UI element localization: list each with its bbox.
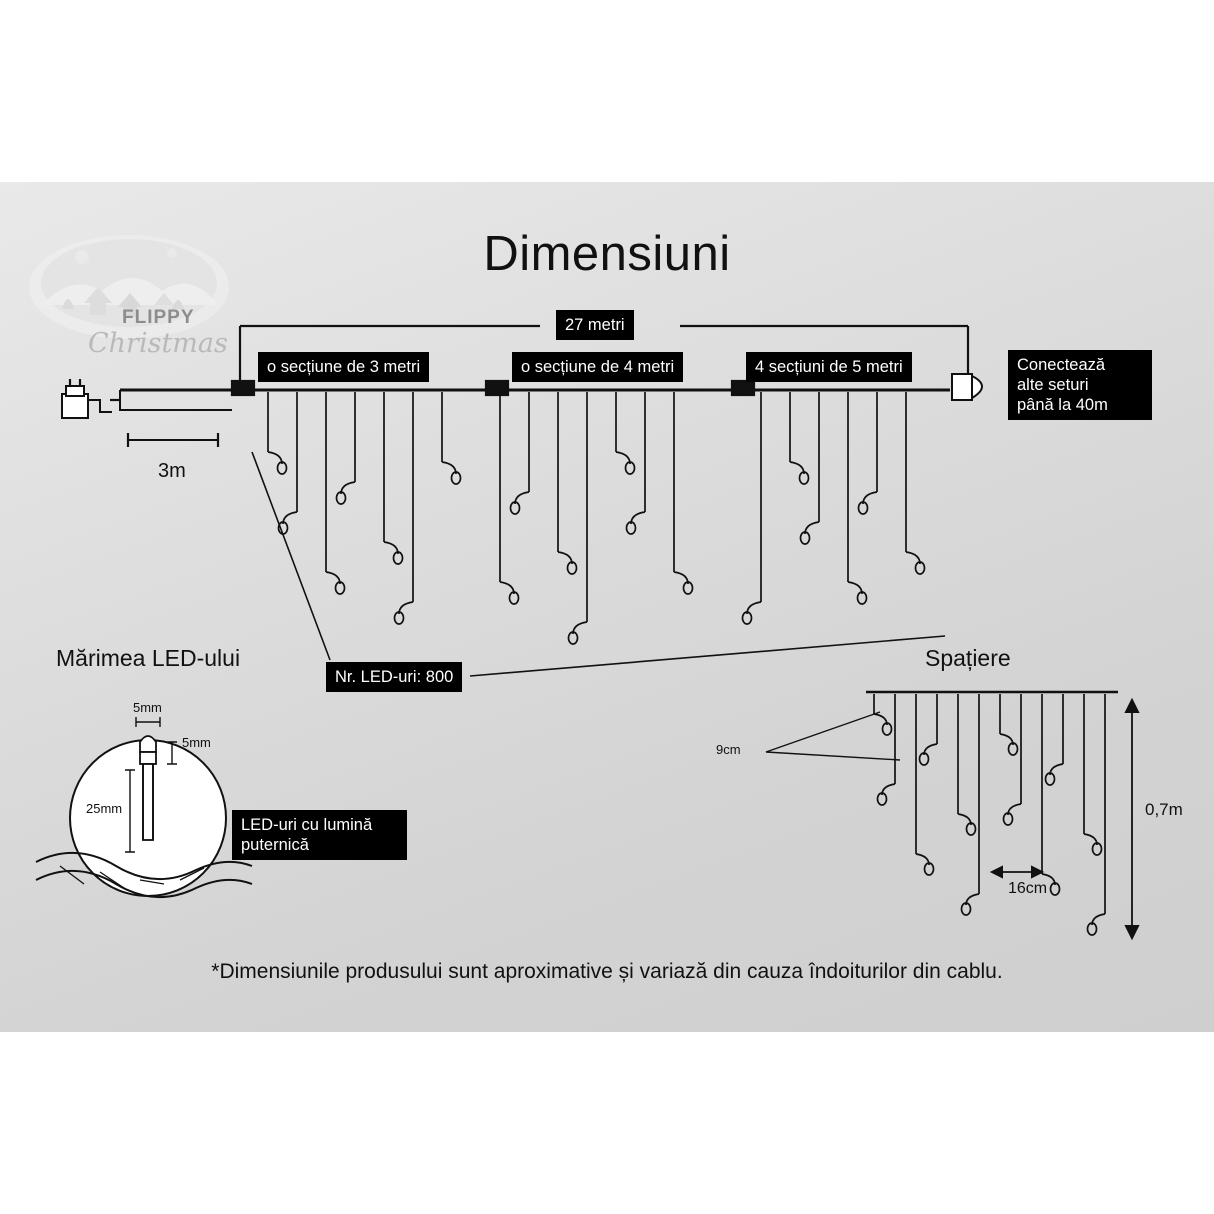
total-length-tag: 27 metri (556, 310, 634, 340)
led-count-tag: Nr. LED-uri: 800 (326, 662, 462, 692)
section-2-tag: o secțiune de 4 metri (512, 352, 683, 382)
led-size-heading: Mărimea LED-ului (56, 645, 241, 671)
led-note-line-2: puternică (241, 836, 309, 855)
horizontal-spacing-label: 16cm (1008, 880, 1048, 897)
drop-height-label: 0,7m (1145, 800, 1183, 819)
led-width-label: 5mm (133, 700, 162, 715)
led-note-line-1: LED-uri cu lumină (241, 816, 373, 834)
page-title: Dimensiuni (483, 227, 731, 281)
led-height-label: 5mm (182, 735, 211, 750)
footnote: *Dimensiunile produsului sunt aproximative și variază din cauza îndoiturilor din cablu. (211, 960, 1003, 983)
section-3-tag: 4 secțiuni de 5 metri (746, 352, 912, 382)
brand-line1: FLIPPY (122, 307, 195, 328)
led-brightness-note (232, 810, 407, 860)
connector-note-tag (1008, 350, 1152, 420)
connector-note-line-2: alte seturi (1017, 376, 1089, 395)
drop-spacing-label: 9cm (716, 742, 741, 757)
spacing-heading: Spațiere (925, 645, 1011, 671)
section-1-tag: o secțiune de 3 metri (258, 352, 429, 382)
brand-line2: Christmas (88, 328, 228, 359)
lead-cable-label: 3m (158, 460, 186, 482)
connector-note-line-1: Conectează (1017, 356, 1106, 374)
connector-note-line-3: până la 40m (1017, 396, 1108, 415)
led-length-label: 25mm (86, 801, 123, 816)
